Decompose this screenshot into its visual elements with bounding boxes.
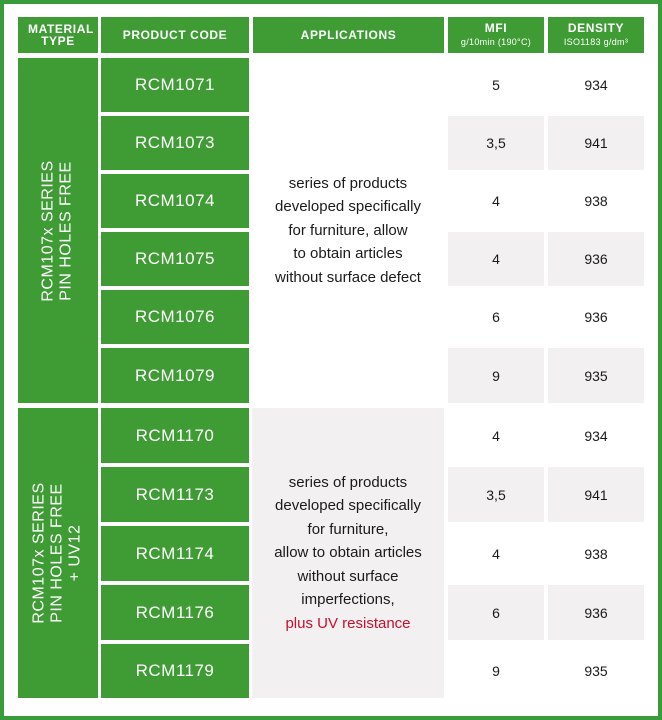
mfi-value: 4	[448, 408, 544, 463]
mfi-value: 5	[448, 58, 544, 112]
mfi-value: 3,5	[448, 116, 544, 170]
product-code-cell: RCM1176	[101, 585, 249, 640]
mfi-value: 6	[448, 290, 544, 344]
applications-line: without surface	[297, 567, 399, 585]
header-applications-label: APPLICATIONS	[300, 28, 397, 42]
product-code-cell: RCM1073	[101, 116, 249, 170]
applications-line: for furniture,	[307, 520, 389, 538]
applications-line: series of products	[288, 473, 408, 491]
mfi-value: 6	[448, 585, 544, 640]
density-value: 935	[548, 644, 644, 698]
material-type-line: PIN HOLES FREE	[49, 483, 67, 623]
density-value: 938	[548, 174, 644, 228]
mfi-value: 9	[448, 644, 544, 698]
applications-line: allow to obtain articles	[274, 544, 422, 562]
product-code-cell: RCM1071	[101, 58, 249, 112]
material-type-label	[31, 482, 85, 623]
applications-line: without surface defect	[275, 268, 421, 286]
header-mfi-label: MFI	[484, 21, 508, 35]
mfi-value: 4	[448, 526, 544, 581]
product-code-cell: RCM1174	[101, 526, 249, 581]
mfi-value: 4	[448, 174, 544, 228]
header-mfi-unit: g/10min (190°C)	[460, 37, 532, 47]
density-value: 934	[548, 408, 644, 463]
density-value: 934	[548, 58, 644, 112]
mfi-value: 9	[448, 348, 544, 403]
header-density-label: DENSITY	[567, 21, 625, 35]
density-value: 936	[548, 232, 644, 286]
material-type-line: RCM107x SERIES	[40, 159, 58, 302]
applications-text	[275, 172, 421, 290]
density-value: 938	[548, 526, 644, 581]
header-density-unit: ISO1183 g/dm³	[563, 37, 629, 47]
product-code-cell: RCM1173	[101, 467, 249, 522]
product-code-cell: RCM1075	[101, 232, 249, 286]
density-value: 941	[548, 116, 644, 170]
applications-cell	[252, 58, 444, 403]
applications-line: imperfections,	[301, 591, 395, 609]
density-value: 941	[548, 467, 644, 522]
density-value: 936	[548, 290, 644, 344]
product-code-cell: RCM1074	[101, 174, 249, 228]
applications-line: for furniture, allow	[288, 221, 408, 239]
applications-line: series of products	[288, 174, 408, 192]
header-applications	[253, 17, 444, 53]
material-type-line: + UV12	[67, 524, 85, 582]
header-mfi	[448, 17, 544, 53]
material-type-line: PIN HOLES FREE	[58, 160, 76, 301]
product-code-cell: RCM1076	[101, 290, 249, 344]
material-type-cell	[18, 58, 98, 403]
product-code-cell: RCM1179	[101, 644, 249, 698]
applications-text	[274, 471, 422, 636]
mfi-value: 3,5	[448, 467, 544, 522]
applications-line: developed specifically	[275, 497, 421, 515]
mfi-value: 4	[448, 232, 544, 286]
applications-cell	[252, 408, 444, 698]
header-material-type	[18, 17, 98, 53]
header-density	[548, 17, 644, 53]
header-material-type-label: MATERIAL TYPE	[28, 22, 94, 48]
product-code-cell: RCM1170	[101, 408, 249, 463]
applications-highlight: plus UV resistance	[285, 614, 411, 632]
density-value: 936	[548, 585, 644, 640]
applications-line: to obtain articles	[293, 245, 403, 263]
material-type-label	[40, 160, 76, 301]
header-product-code-label: PRODUCT CODE	[122, 28, 228, 42]
product-code-cell: RCM1079	[101, 348, 249, 403]
material-type-cell	[18, 408, 98, 698]
material-type-line: RCM107x SERIES	[31, 482, 49, 624]
header-product-code	[101, 17, 249, 53]
density-value: 935	[548, 348, 644, 403]
applications-line: developed specifically	[275, 198, 421, 216]
